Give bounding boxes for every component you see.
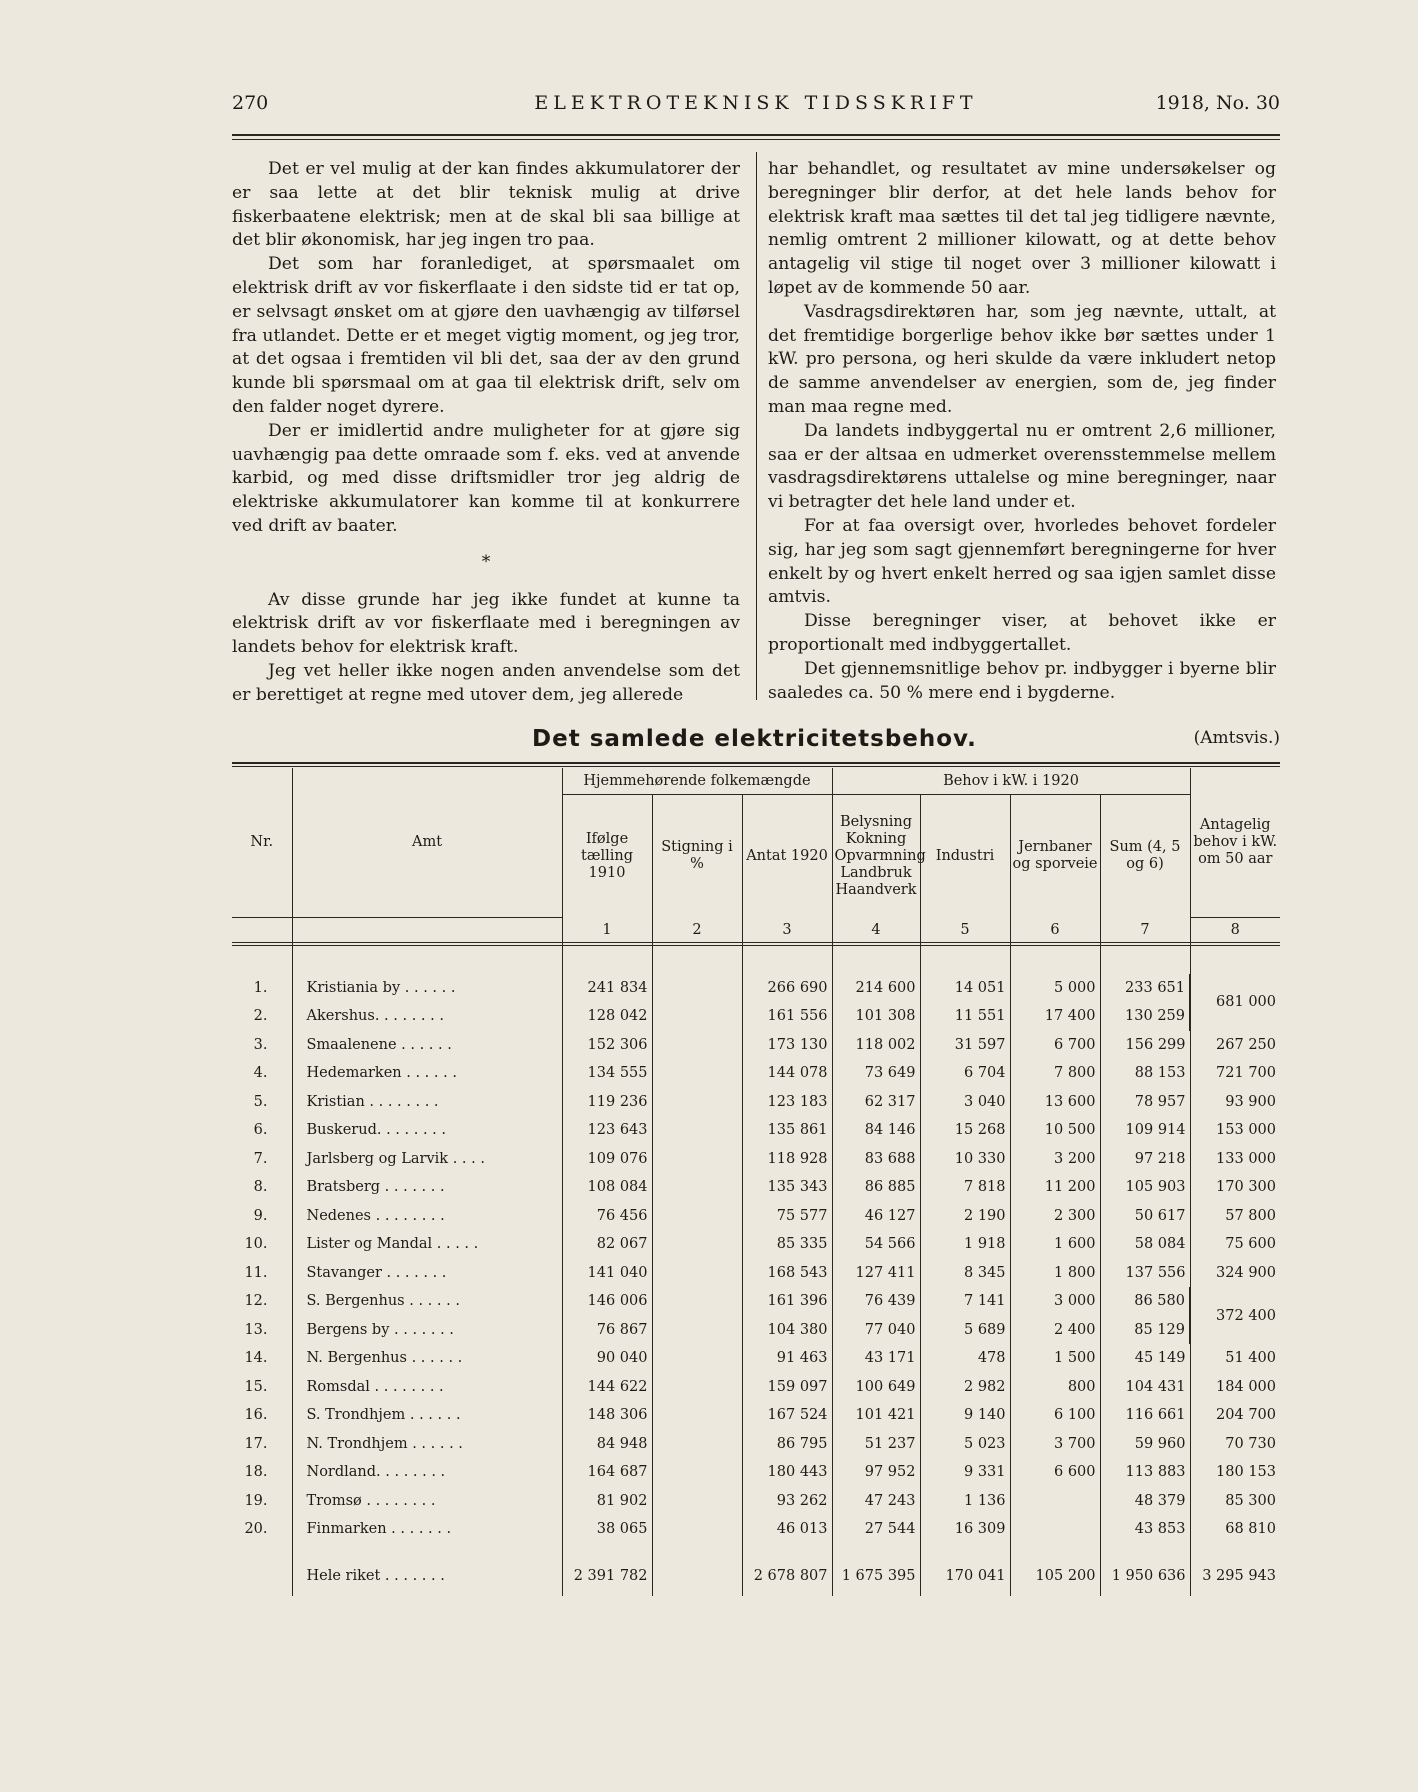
cell-c5: 10 330: [920, 1145, 1010, 1174]
county-name: Nedenes . . . . . . . .: [292, 1202, 562, 1231]
cell-c7: 88 153: [1100, 1059, 1190, 1088]
cell-c1: 84 948: [562, 1430, 652, 1459]
table-header-rule: [232, 942, 1280, 943]
row-number: 18.: [244, 1464, 268, 1481]
paragraph: har behandlet, og resultatet av mine undersøkelser og beregninger blir derfor, at det hele lands behov for elektrisk kraft maa sættes til det tal jeg tidligere nævnte, nemlig omtrent 2 millioner kilowatt, og at dette behov antagelig vil stige til noget over 3 millioner kilowatt i løpet av de kommende 50 aar.: [768, 159, 1276, 298]
spacer-cell: [292, 1544, 562, 1556]
cell-c2: [652, 1430, 742, 1459]
cell-c4: 127 411: [832, 1259, 920, 1288]
left-column: [232, 158, 740, 708]
county-name: Buskerud. . . . . . . .: [292, 1116, 562, 1145]
cell-c6: [1010, 1515, 1100, 1544]
table-body: [232, 944, 1280, 1596]
table-row: [232, 1031, 1280, 1060]
cell-c4: 43 171: [832, 1344, 920, 1373]
cell-c7: 130 259: [1100, 1002, 1190, 1031]
county-name: S. Trondhjem . . . . . .: [292, 1401, 562, 1430]
table-row: [232, 1088, 1280, 1117]
cell-c4: 101 421: [832, 1401, 920, 1430]
row-number: 3.: [253, 1036, 268, 1053]
row-number: 2.: [253, 1008, 268, 1025]
cell-c7: 109 914: [1100, 1116, 1190, 1145]
cell-c6: 2 300: [1010, 1202, 1100, 1231]
row-number: 6.: [253, 1122, 268, 1139]
cell-c8: 204 700: [1190, 1401, 1280, 1430]
row-number: 12.: [244, 1293, 268, 1310]
cell-c6: 3 200: [1010, 1145, 1100, 1174]
cell-c1: 76 456: [562, 1202, 652, 1231]
table-spacer-row: [232, 944, 1280, 974]
section-separator: *: [481, 551, 491, 572]
table-row: [232, 1430, 1280, 1459]
cell-c3: 85 335: [742, 1230, 832, 1259]
cell-c4: 214 600: [832, 974, 920, 1003]
cell-c8-merged: 681 000: [1190, 974, 1280, 1031]
cell-c1: 38 065: [562, 1515, 652, 1544]
demand-table: [232, 768, 1280, 1596]
county-name: Bratsberg . . . . . . .: [292, 1173, 562, 1202]
county-name: Lister og Mandal . . . . .: [292, 1230, 562, 1259]
paragraph: Der er imidlertid andre muligheter for at gjøre sig uavhængig paa dette omraade som f. eks. ved at anvende karbid, og med disse driftsmidler tror jeg aldrig de elektriske akkumulatorer kan komme til at konkurrere ved drift av baater.: [232, 420, 740, 536]
county-name: Smaalenene . . . . . .: [292, 1031, 562, 1060]
cell-c8: 68 810: [1190, 1515, 1280, 1544]
cell-c4: 77 040: [832, 1316, 920, 1345]
cell-c8: 153 000: [1190, 1116, 1280, 1145]
table-top-rule-thin: [232, 766, 1280, 767]
header-c3: Antat 1920: [742, 795, 832, 918]
row-number: 1.: [253, 979, 268, 996]
cell-c2: [652, 974, 742, 1003]
row-number: 10.: [244, 1236, 268, 1253]
row-number: 8.: [253, 1179, 268, 1196]
cell-c5: 14 051: [920, 974, 1010, 1003]
table-note: (Amtsvis.): [1193, 728, 1280, 748]
cell-c6: 800: [1010, 1373, 1100, 1402]
column-number: 3: [742, 917, 832, 944]
cell-c6: 13 600: [1010, 1088, 1100, 1117]
table-row: [232, 1316, 1280, 1345]
cell-c4: 27 544: [832, 1515, 920, 1544]
county-name: Tromsø . . . . . . . .: [292, 1487, 562, 1516]
cell-c7: 85 129: [1100, 1316, 1190, 1345]
cell-c8: 180 153: [1190, 1458, 1280, 1487]
cell-c3: 173 130: [742, 1031, 832, 1060]
cell-c1: 144 622: [562, 1373, 652, 1402]
column-number: 7: [1100, 917, 1190, 944]
cell-c3: 135 861: [742, 1116, 832, 1145]
cell-c8: 51 400: [1190, 1344, 1280, 1373]
table-row: [232, 1173, 1280, 1202]
cell-c4: 83 688: [832, 1145, 920, 1174]
cell-c6: [1010, 1487, 1100, 1516]
table-row: [232, 1373, 1280, 1402]
cell-c4: 97 952: [832, 1458, 920, 1487]
cell-c7: 105 903: [1100, 1173, 1190, 1202]
cell-c6: 17 400: [1010, 1002, 1100, 1031]
cell-c3: 46 013: [742, 1515, 832, 1544]
county-name: Bergens by . . . . . . .: [292, 1316, 562, 1345]
cell-c8: 57 800: [1190, 1202, 1280, 1231]
cell-c3: 161 556: [742, 1002, 832, 1031]
spacer-cell: [1190, 1544, 1280, 1556]
paragraph: Det er vel mulig at der kan findes akkumulatorer der er saa lette at det blir teknisk mulig at drive fiskerbaatene elektrisk; men at de skal bli saa billige at det blir økonomisk, har jeg ingen tro paa.: [232, 159, 740, 251]
cell-c4: 76 439: [832, 1287, 920, 1316]
column-number: 8: [1190, 917, 1280, 944]
cell-c1: 164 687: [562, 1458, 652, 1487]
cell-c2: [652, 1487, 742, 1516]
cell-c1: 123 643: [562, 1116, 652, 1145]
cell-c2: [652, 1059, 742, 1088]
cell-c6: 2 400: [1010, 1316, 1100, 1345]
cell-c2: [652, 1401, 742, 1430]
spacer-cell: [232, 1544, 292, 1556]
demand-table-wrapper: [232, 768, 1280, 1596]
cell-c3: 75 577: [742, 1202, 832, 1231]
cell-c3: 168 543: [742, 1259, 832, 1288]
cell-c2: [652, 1373, 742, 1402]
cell-c6: 6 700: [1010, 1031, 1100, 1060]
cell-c1: 82 067: [562, 1230, 652, 1259]
cell-c3: 266 690: [742, 974, 832, 1003]
cell-c7: 50 617: [1100, 1202, 1190, 1231]
cell-c2: [652, 1230, 742, 1259]
cell-c1: 134 555: [562, 1059, 652, 1088]
cell-c1: 148 306: [562, 1401, 652, 1430]
cell-c7: 58 084: [1100, 1230, 1190, 1259]
header-c4: Belysning Kokning Opvarmning Landbruk Haandverk: [832, 795, 920, 918]
row-number: 7.: [253, 1150, 268, 1167]
table-row: [232, 1202, 1280, 1231]
cell-c1: 108 084: [562, 1173, 652, 1202]
cell-c5: 478: [920, 1344, 1010, 1373]
cell-c7: 137 556: [1100, 1259, 1190, 1288]
cell-c2: [652, 1515, 742, 1544]
paragraph: Jeg vet heller ikke nogen anden anvendelse som det er berettiget at regne med utover dem, jeg allerede: [232, 660, 740, 705]
column-divider: [756, 152, 757, 700]
cell-c1: 76 867: [562, 1316, 652, 1345]
cell-c6: 3 700: [1010, 1430, 1100, 1459]
cell-c5: 5 689: [920, 1316, 1010, 1345]
header-rule-thick: [232, 134, 1280, 136]
table-row: [232, 1116, 1280, 1145]
cell-c5: 6 704: [920, 1059, 1010, 1088]
cell-c8: 170 300: [1190, 1173, 1280, 1202]
county-name: Stavanger . . . . . . .: [292, 1259, 562, 1288]
cell-c3: 93 262: [742, 1487, 832, 1516]
header-rule-thin: [232, 139, 1280, 140]
cell-c5: 16 309: [920, 1515, 1010, 1544]
paragraph: Av disse grunde har jeg ikke fundet at kunne ta elektrisk drift av vor fiskerflaate med i beregningen av landets behov for elektrisk kraft.: [232, 589, 740, 658]
cell-c7: 113 883: [1100, 1458, 1190, 1487]
row-number: 9.: [253, 1207, 268, 1224]
total-c5: 170 041: [920, 1556, 1010, 1596]
county-name: S. Bergenhus . . . . . .: [292, 1287, 562, 1316]
table-row: [232, 1259, 1280, 1288]
cell-c8: 184 000: [1190, 1373, 1280, 1402]
header-number-blank: [232, 917, 292, 944]
cell-c6: 3 000: [1010, 1287, 1100, 1316]
cell-c6: 5 000: [1010, 974, 1100, 1003]
table-row: [232, 1487, 1280, 1516]
cell-c5: 8 345: [920, 1259, 1010, 1288]
cell-c2: [652, 1145, 742, 1174]
spacer-cell: [562, 1544, 652, 1556]
table-row: [232, 974, 1280, 1003]
total-label: Hele riket . . . . . . .: [292, 1556, 562, 1596]
column-number: 1: [562, 917, 652, 944]
journal-title: ELEKTROTEKNISK TIDSSKRIFT: [534, 92, 978, 114]
cell-c5: 9 140: [920, 1401, 1010, 1430]
row-number: 14.: [244, 1350, 268, 1367]
page-header: [232, 92, 1280, 122]
total-c8: 3 295 943: [1190, 1556, 1280, 1596]
cell-c7: 156 299: [1100, 1031, 1190, 1060]
total-c4: 1 675 395: [832, 1556, 920, 1596]
row-number: 19.: [244, 1492, 268, 1509]
total-c2: [652, 1556, 742, 1596]
header-c5: Industri: [920, 795, 1010, 918]
cell-c1: 152 306: [562, 1031, 652, 1060]
row-number: 16.: [244, 1407, 268, 1424]
cell-c8: 70 730: [1190, 1430, 1280, 1459]
cell-c4: 84 146: [832, 1116, 920, 1145]
header-nr: Nr.: [232, 768, 292, 917]
cell-c7: 97 218: [1100, 1145, 1190, 1174]
cell-c2: [652, 1173, 742, 1202]
cell-c2: [652, 1316, 742, 1345]
header-c6: Jernbaner og sporveie: [1010, 795, 1100, 918]
cell-c3: 159 097: [742, 1373, 832, 1402]
spacer-cell: [652, 1544, 742, 1556]
cell-c5: 1 918: [920, 1230, 1010, 1259]
cell-c8: 93 900: [1190, 1088, 1280, 1117]
spacer-cell: [742, 1544, 832, 1556]
total-c7: 1 950 636: [1100, 1556, 1190, 1596]
cell-c7: 59 960: [1100, 1430, 1190, 1459]
cell-c4: 118 002: [832, 1031, 920, 1060]
cell-c3: 123 183: [742, 1088, 832, 1117]
paragraph: Det som har foranlediget, at spørsmaalet om elektrisk drift av vor fiskerflaate i den sidste tid er tat op, er selvsagt ønsket om at gjøre den uavhængig av tilførsel fra utlandet. Dette er et meget vigtig moment, og jeg tror, at det ogsaa i fremtiden vil bli det, saa der av den grund kunde bli spørsmaal om at gaa til elektrisk drift, selv om den falder noget dyrere.: [232, 254, 740, 417]
cell-c5: 2 190: [920, 1202, 1010, 1231]
right-column: [768, 158, 1276, 705]
spacer-cell: [1100, 1544, 1190, 1556]
cell-c3: 167 524: [742, 1401, 832, 1430]
cell-c3: 104 380: [742, 1316, 832, 1345]
header-c7: Sum (4, 5 og 6): [1100, 795, 1190, 918]
paragraph: For at faa oversigt over, hvorledes behovet fordeler sig, har jeg som sagt gjennemført beregningerne for hver enkelt by og hvert enkelt herred og saa igjen samlet disse amtvis.: [768, 515, 1276, 608]
column-number: 5: [920, 917, 1010, 944]
table-header-rule-2: [232, 945, 1280, 946]
cell-c1: 128 042: [562, 1002, 652, 1031]
row-number: 17.: [244, 1435, 268, 1452]
county-name: N. Bergenhus . . . . . .: [292, 1344, 562, 1373]
cell-c4: 51 237: [832, 1430, 920, 1459]
cell-c2: [652, 1202, 742, 1231]
cell-c4: 86 885: [832, 1173, 920, 1202]
county-name: Kristian . . . . . . . .: [292, 1088, 562, 1117]
column-number: 6: [1010, 917, 1100, 944]
column-number: 4: [832, 917, 920, 944]
header-c2: Stigning i %: [652, 795, 742, 918]
row-number: 15.: [244, 1378, 268, 1395]
cell-c6: 6 100: [1010, 1401, 1100, 1430]
cell-c7: 86 580: [1100, 1287, 1190, 1316]
header-amt: Amt: [292, 768, 562, 917]
header-number-blank: [292, 917, 562, 944]
paragraph: Det gjennemsnitlige behov pr. indbygger i byerne blir saaledes ca. 50 % mere end i bygderne.: [768, 658, 1276, 703]
total-c6: 105 200: [1010, 1556, 1100, 1596]
cell-c7: 116 661: [1100, 1401, 1190, 1430]
spacer-cell: [832, 1544, 920, 1556]
cell-c6: 1 500: [1010, 1344, 1100, 1373]
cell-c7: 48 379: [1100, 1487, 1190, 1516]
cell-c3: 86 795: [742, 1430, 832, 1459]
cell-c3: 161 396: [742, 1287, 832, 1316]
row-number: 20.: [244, 1521, 268, 1538]
cell-c3: 144 078: [742, 1059, 832, 1088]
cell-c8: 267 250: [1190, 1031, 1280, 1060]
row-number: 13.: [244, 1321, 268, 1338]
county-name: Nordland. . . . . . . .: [292, 1458, 562, 1487]
cell-c4: 101 308: [832, 1002, 920, 1031]
table-title: Det samlede elektricitetsbehov.: [532, 726, 977, 752]
cell-c6: 6 600: [1010, 1458, 1100, 1487]
paragraph: Vasdragsdirektøren har, som jeg nævnte, uttalt, at det fremtidige borgerlige behov ikke bør sættes under 1 kW. pro persona, og heri skulde da være inkludert netop de samme anvendelser av energien, som de, jeg finder man maa regne med.: [768, 301, 1276, 417]
county-name: Romsdal . . . . . . . .: [292, 1373, 562, 1402]
cell-c6: 1 600: [1010, 1230, 1100, 1259]
cell-c5: 7 818: [920, 1173, 1010, 1202]
cell-c7: 104 431: [1100, 1373, 1190, 1402]
county-name: N. Trondhjem . . . . . .: [292, 1430, 562, 1459]
cell-c6: 11 200: [1010, 1173, 1100, 1202]
cell-c5: 2 982: [920, 1373, 1010, 1402]
cell-c8: 721 700: [1190, 1059, 1280, 1088]
cell-c5: 11 551: [920, 1002, 1010, 1031]
table-row: [232, 1344, 1280, 1373]
cell-c2: [652, 1002, 742, 1031]
cell-c4: 54 566: [832, 1230, 920, 1259]
group-header-demand: Behov i kW. i 1920: [832, 768, 1190, 795]
spacer-cell: [1010, 1544, 1100, 1556]
header-c8: Antagelig behov i kW. om 50 aar: [1190, 768, 1280, 917]
table-row: [232, 1002, 1280, 1031]
county-name: Hedemarken . . . . . .: [292, 1059, 562, 1088]
county-name: Akershus. . . . . . . .: [292, 1002, 562, 1031]
header-c1: Ifølge tælling 1910: [562, 795, 652, 918]
cell-c5: 3 040: [920, 1088, 1010, 1117]
cell-c2: [652, 1031, 742, 1060]
cell-c4: 47 243: [832, 1487, 920, 1516]
cell-c3: 180 443: [742, 1458, 832, 1487]
cell-c6: 1 800: [1010, 1259, 1100, 1288]
cell-c2: [652, 1287, 742, 1316]
county-name: Jarlsberg og Larvik . . . .: [292, 1145, 562, 1174]
cell-c8: 75 600: [1190, 1230, 1280, 1259]
cell-c1: 141 040: [562, 1259, 652, 1288]
cell-c4: 46 127: [832, 1202, 920, 1231]
table-spacer-row: [232, 1544, 1280, 1556]
table-row: [232, 1287, 1280, 1316]
cell-c5: 5 023: [920, 1430, 1010, 1459]
page-number: 270: [232, 92, 269, 114]
cell-c2: [652, 1259, 742, 1288]
table-row: [232, 1458, 1280, 1487]
cell-c3: 91 463: [742, 1344, 832, 1373]
table-row: [232, 1230, 1280, 1259]
cell-c6: 10 500: [1010, 1116, 1100, 1145]
county-name: Kristiania by . . . . . .: [292, 974, 562, 1003]
cell-c5: 7 141: [920, 1287, 1010, 1316]
cell-c7: 43 853: [1100, 1515, 1190, 1544]
cell-c5: 31 597: [920, 1031, 1010, 1060]
cell-c3: 135 343: [742, 1173, 832, 1202]
total-c3: 2 678 807: [742, 1556, 832, 1596]
cell-c7: 233 651: [1100, 974, 1190, 1003]
cell-c8-merged: 372 400: [1190, 1287, 1280, 1344]
cell-c4: 73 649: [832, 1059, 920, 1088]
table-total-row: [232, 1556, 1280, 1596]
cell-c2: [652, 1088, 742, 1117]
cell-c1: 109 076: [562, 1145, 652, 1174]
cell-c1: 81 902: [562, 1487, 652, 1516]
cell-c8: 85 300: [1190, 1487, 1280, 1516]
total-blank: [232, 1556, 292, 1596]
cell-c5: 1 136: [920, 1487, 1010, 1516]
cell-c5: 9 331: [920, 1458, 1010, 1487]
table-row: [232, 1401, 1280, 1430]
total-c1: 2 391 782: [562, 1556, 652, 1596]
cell-c8: 324 900: [1190, 1259, 1280, 1288]
paragraph: Disse beregninger viser, at behovet ikke er proportionalt med indbyggertallet.: [768, 611, 1276, 655]
spacer-cell: [920, 1544, 1010, 1556]
cell-c2: [652, 1344, 742, 1373]
cell-c8: 133 000: [1190, 1145, 1280, 1174]
cell-c2: [652, 1116, 742, 1145]
row-number: 11.: [244, 1264, 268, 1281]
cell-c4: 62 317: [832, 1088, 920, 1117]
cell-c1: 90 040: [562, 1344, 652, 1373]
group-header-population: Hjemmehørende folkemængde: [562, 768, 832, 795]
column-number: 2: [652, 917, 742, 944]
county-name: Finmarken . . . . . . .: [292, 1515, 562, 1544]
cell-c6: 7 800: [1010, 1059, 1100, 1088]
issue-number: 1918, No. 30: [1155, 92, 1280, 114]
cell-c1: 146 006: [562, 1287, 652, 1316]
row-number: 4.: [253, 1065, 268, 1082]
cell-c3: 118 928: [742, 1145, 832, 1174]
table-row: [232, 1059, 1280, 1088]
table-row: [232, 1145, 1280, 1174]
table-row: [232, 1515, 1280, 1544]
cell-c1: 119 236: [562, 1088, 652, 1117]
row-number: 5.: [253, 1093, 268, 1110]
cell-c4: 100 649: [832, 1373, 920, 1402]
table-top-rule-thick: [232, 762, 1280, 764]
cell-c2: [652, 1458, 742, 1487]
cell-c7: 78 957: [1100, 1088, 1190, 1117]
cell-c1: 241 834: [562, 974, 652, 1003]
cell-c5: 15 268: [920, 1116, 1010, 1145]
paragraph: Da landets indbyggertal nu er omtrent 2,6 millioner, saa er der altsaa en udmerket overensstemmelse mellem vasdragsdirektørens uttalelse og mine beregninger, naar vi betragter det hele land under et.: [768, 420, 1276, 513]
cell-c7: 45 149: [1100, 1344, 1190, 1373]
